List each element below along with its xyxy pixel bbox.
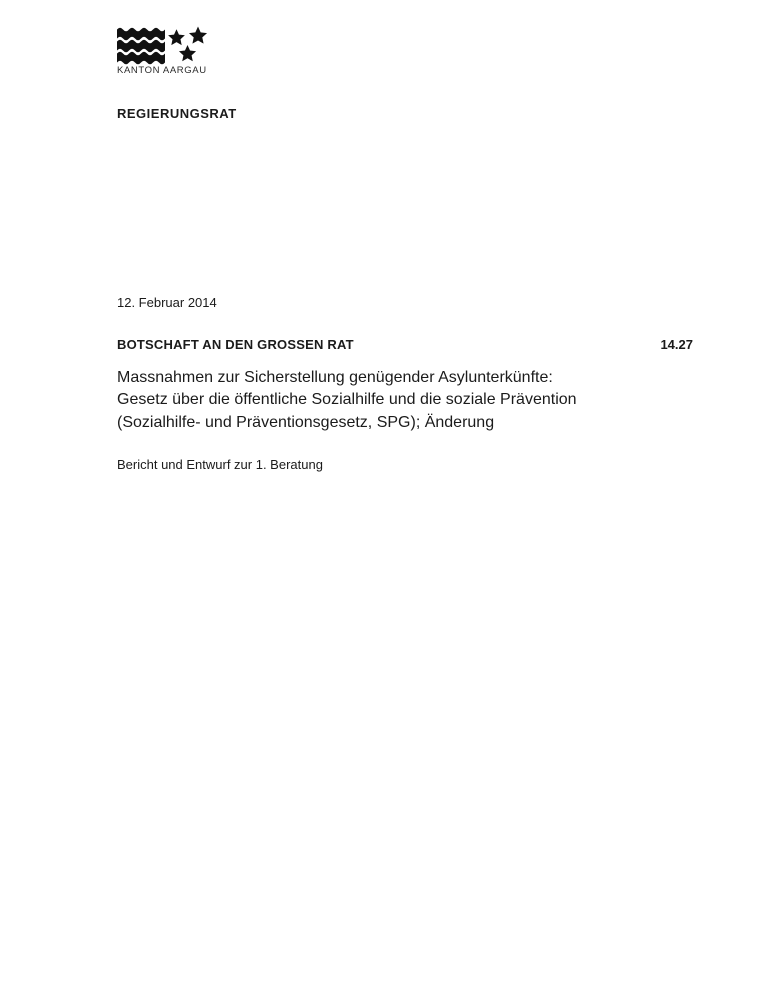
document-subtitle: Bericht und Entwurf zur 1. Beratung: [117, 457, 323, 472]
title-line-1: Massnahmen zur Sicherstellung genügender Asylunterkünfte:: [117, 369, 553, 386]
heading-row: [117, 337, 693, 353]
department-title: REGIERUNGSRAT: [117, 106, 237, 121]
document-heading: BOTSCHAFT AN DEN GROSSEN RAT: [117, 337, 354, 352]
aargau-coat-of-arms-icon: [117, 24, 209, 65]
document-title: [117, 367, 737, 434]
document-date: 12. Februar 2014: [117, 295, 217, 310]
logo-caption: KANTON AARGAU: [117, 65, 207, 76]
title-line-3: (Sozialhilfe- und Präventionsgesetz, SPG); Änderung: [117, 413, 495, 431]
reference-number: 14.27: [660, 337, 693, 352]
title-line-2: Gesetz über die öffentliche Sozialhilfe und die soziale Prävention: [117, 391, 577, 409]
kanton-aargau-logo: [117, 24, 209, 76]
